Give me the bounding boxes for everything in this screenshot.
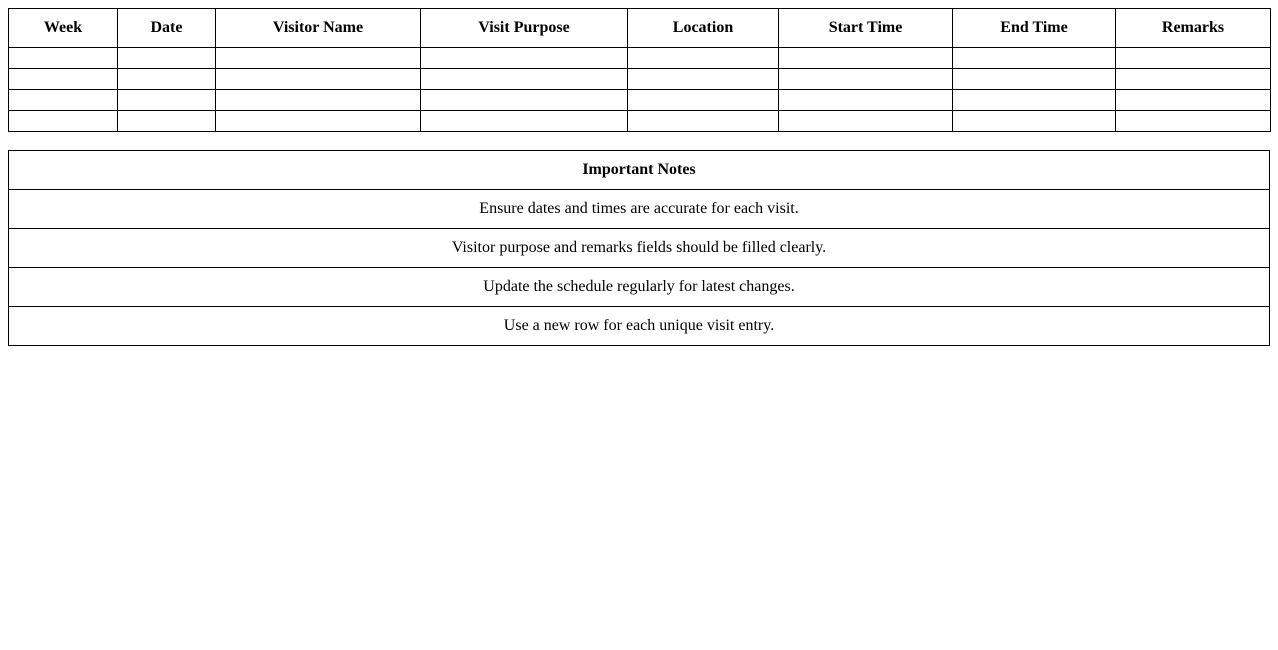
note-item: Use a new row for each unique visit entry. — [9, 307, 1270, 346]
table-cell[interactable] — [421, 90, 628, 111]
column-header-remarks: Remarks — [1116, 9, 1271, 48]
table-cell[interactable] — [216, 111, 421, 132]
note-item: Ensure dates and times are accurate for each visit. — [9, 190, 1270, 229]
column-header-end-time: End Time — [953, 9, 1116, 48]
column-header-week: Week — [9, 9, 118, 48]
table-cell[interactable] — [216, 48, 421, 69]
table-cell[interactable] — [779, 69, 953, 90]
table-cell[interactable] — [779, 90, 953, 111]
table-cell[interactable] — [1116, 90, 1271, 111]
table-cell[interactable] — [9, 48, 118, 69]
table-cell[interactable] — [953, 48, 1116, 69]
table-cell[interactable] — [1116, 69, 1271, 90]
note-row — [9, 307, 1270, 346]
table-cell[interactable] — [9, 69, 118, 90]
visitor-schedule-table — [8, 8, 1271, 132]
table-cell[interactable] — [118, 69, 216, 90]
table-cell[interactable] — [118, 90, 216, 111]
note-row — [9, 190, 1270, 229]
table-cell[interactable] — [118, 111, 216, 132]
table-cell[interactable] — [9, 90, 118, 111]
schedule-header-row — [9, 9, 1271, 48]
table-cell[interactable] — [216, 90, 421, 111]
table-row — [9, 111, 1271, 132]
column-header-date: Date — [118, 9, 216, 48]
column-header-visit-purpose: Visit Purpose — [421, 9, 628, 48]
table-row — [9, 69, 1271, 90]
table-cell[interactable] — [9, 111, 118, 132]
notes-title: Important Notes — [9, 151, 1270, 190]
note-item: Update the schedule regularly for latest changes. — [9, 268, 1270, 307]
table-cell[interactable] — [628, 69, 779, 90]
table-cell[interactable] — [628, 48, 779, 69]
important-notes-table — [8, 150, 1270, 346]
table-cell[interactable] — [953, 90, 1116, 111]
table-cell[interactable] — [421, 69, 628, 90]
table-cell[interactable] — [953, 69, 1116, 90]
table-cell[interactable] — [628, 111, 779, 132]
table-cell[interactable] — [421, 111, 628, 132]
note-row — [9, 268, 1270, 307]
table-cell[interactable] — [779, 111, 953, 132]
table-cell[interactable] — [779, 48, 953, 69]
table-cell[interactable] — [1116, 48, 1271, 69]
column-header-visitor-name: Visitor Name — [216, 9, 421, 48]
note-item: Visitor purpose and remarks fields should be filled clearly. — [9, 229, 1270, 268]
table-row — [9, 90, 1271, 111]
document-page — [8, 8, 1270, 346]
table-row — [9, 48, 1271, 69]
table-cell[interactable] — [953, 111, 1116, 132]
table-cell[interactable] — [628, 90, 779, 111]
table-cell[interactable] — [118, 48, 216, 69]
column-header-start-time: Start Time — [779, 9, 953, 48]
note-row — [9, 229, 1270, 268]
column-header-location: Location — [628, 9, 779, 48]
table-cell[interactable] — [216, 69, 421, 90]
table-cell[interactable] — [421, 48, 628, 69]
table-cell[interactable] — [1116, 111, 1271, 132]
notes-header-row — [9, 151, 1270, 190]
